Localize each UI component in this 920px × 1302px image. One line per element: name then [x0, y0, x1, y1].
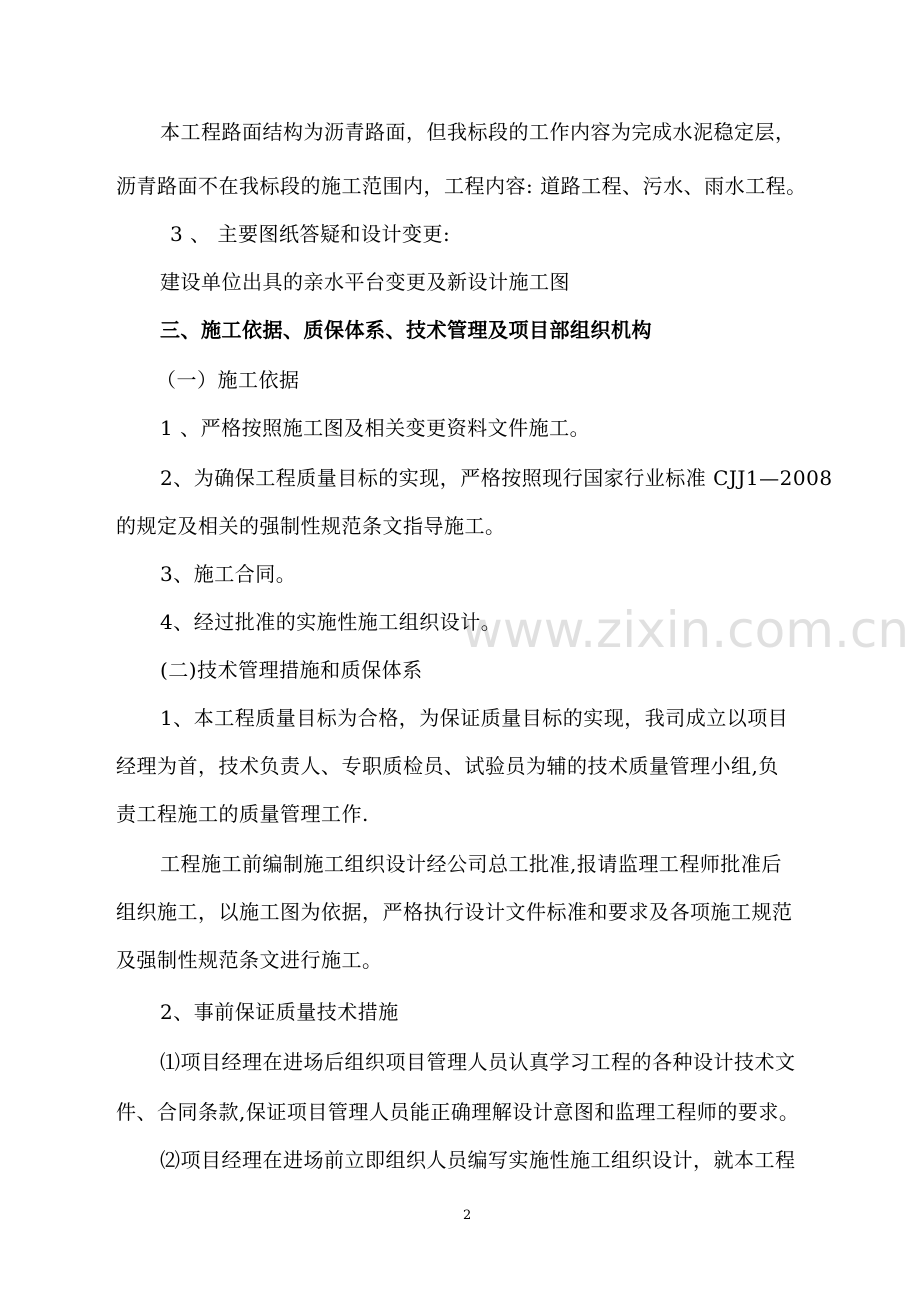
- paragraph-line: 本工程路面结构为沥青路面，但我标段的工作内容为完成水泥稳定层，: [160, 120, 796, 144]
- list-item: 1、本工程质量目标为合格，为保证质量目标的实现，我司成立以项目: [160, 706, 789, 730]
- paragraph-line: 建设单位出具的亲水平台变更及新设计施工图: [160, 270, 570, 294]
- subsection-heading: (二)技术管理措施和质保体系: [160, 658, 423, 682]
- chapter-heading: 三、施工依据、质保体系、技术管理及项目部组织机构: [160, 318, 652, 342]
- list-item: 2、事前保证质量技术措施: [160, 1000, 399, 1024]
- watermark: www.zixin.com.cn: [462, 601, 910, 659]
- page-number: 2: [463, 1208, 472, 1223]
- list-item: 3、施工合同。: [160, 562, 297, 586]
- paragraph-line: 责工程施工的质量管理工作.: [116, 802, 369, 826]
- paragraph-line: 件、合同条款,保证项目管理人员能正确理解设计意图和监理工程师的要求。: [116, 1100, 800, 1124]
- paragraph-line: 的规定及相关的强制性规范条文指导施工。: [116, 514, 506, 538]
- subsection-heading: （一）施工依据: [156, 368, 300, 392]
- list-item: 2、为确保工程质量目标的实现，严格按照现行国家行业标准 CJJ1—2008: [160, 466, 833, 490]
- paragraph-line: 及强制性规范条文进行施工。: [116, 948, 383, 972]
- paragraph-line: 经理为首，技术负责人、专职质检员、试验员为辅的技术质量管理小组,负: [116, 754, 779, 778]
- paragraph-line: 工程施工前编制施工组织设计经公司总工批准,报请监理工程师批准后: [160, 852, 782, 876]
- paragraph-line: 沥青路面不在我标段的施工范围内，工程内容: 道路工程、污水、雨水工程。: [116, 174, 807, 198]
- list-item: 1 、严格按照施工图及相关变更资料文件施工。: [160, 416, 591, 440]
- list-item: ⑵项目经理在进场前立即组织人员编写实施性施工组织设计，就本工程: [160, 1148, 796, 1172]
- section-heading: 3 、 主要图纸答疑和设计变更:: [170, 222, 451, 246]
- paragraph-line: 组织施工，以施工图为依据，严格执行设计文件标准和要求及各项施工规范: [116, 900, 793, 924]
- list-item: 4、经过批准的实施性施工组织设计。: [160, 610, 502, 634]
- list-item: ⑴项目经理在进场后组织项目管理人员认真学习工程的各种设计技术文: [160, 1050, 796, 1074]
